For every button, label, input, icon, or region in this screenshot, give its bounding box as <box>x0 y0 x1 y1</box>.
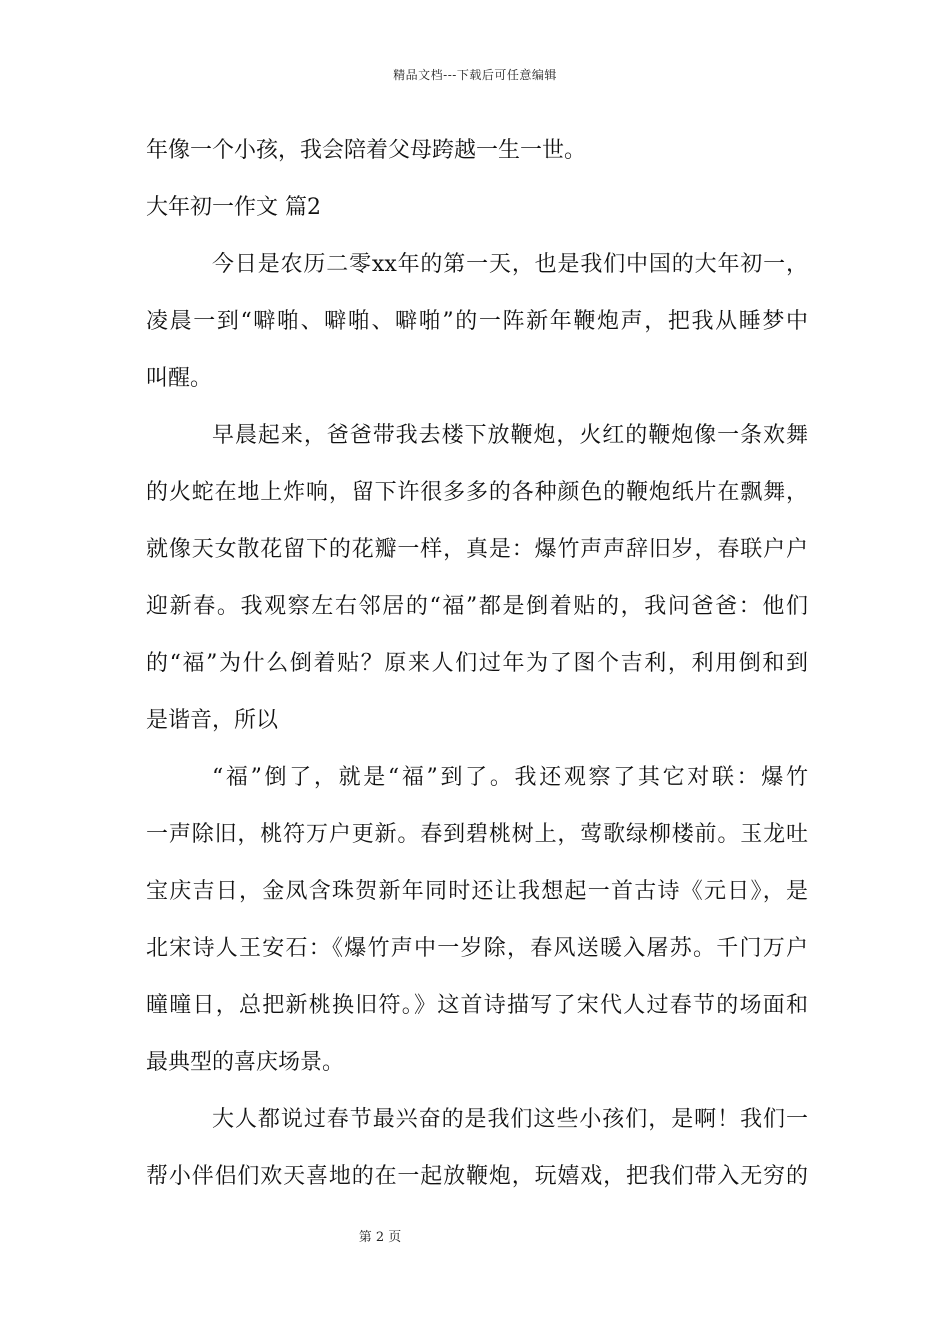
text-line: 叫醒。 <box>146 366 213 391</box>
text-line: 北宋诗人王安石：《爆竹声中一岁除，春风送暖入屠苏。千门万户 <box>146 936 808 961</box>
text-line: 的火蛇在地上炸响，留下许很多多的各种颜色的鞭炮纸片在飘舞， <box>146 480 808 505</box>
text-line: 宝庆吉日，金凤含珠贺新年同时还让我想起一首古诗《元日》，是 <box>146 879 808 904</box>
text-line: 一声除旧，桃符万户更新。春到碧桃树上，莺歌绿柳楼前。玉龙吐 <box>146 822 808 847</box>
text-line: 年像一个小孩，我会陪着父母跨越一生一世。 <box>146 138 587 163</box>
text-line: 迎新春。我观察左右邻居的“福”都是倒着贴的，我问爸爸：他们 <box>146 594 808 619</box>
text-line: 今日是农历二零xx年的第一天，也是我们中国的大年初一， <box>212 252 808 277</box>
text-line: 早晨起来，爸爸带我去楼下放鞭炮，火红的鞭炮像一条欢舞 <box>212 423 808 448</box>
text-line: 就像天女散花留下的花瓣一样，真是：爆竹声声辞旧岁，春联户户 <box>146 537 808 562</box>
text-line: “福”倒了，就是“福”到了。我还观察了其它对联：爆竹 <box>212 765 808 790</box>
text-line: 的“福”为什么倒着贴？原来人们过年为了图个吉利，利用倒和到 <box>146 651 808 676</box>
text-line: 大年初一作文 篇2 <box>146 195 321 220</box>
text-line: 曈曈日，总把新桃换旧符。》这首诗描写了宋代人过春节的场面和 <box>146 993 808 1018</box>
document-body <box>146 129 808 1212</box>
page-number: 第 2 页 <box>358 1230 402 1245</box>
text-line: 是谐音，所以 <box>146 708 279 733</box>
text-line: 凌晨一到“噼啪、噼啪、噼啪”的一阵新年鞭炮声，把我从睡梦中 <box>146 309 808 334</box>
text-line: 大人都说过春节最兴奋的是我们这些小孩们，是啊！我们一 <box>212 1107 808 1132</box>
text-line: 最典型的喜庆场景。 <box>146 1050 345 1075</box>
text-line: 帮小伴侣们欢天喜地的在一起放鞭炮，玩嬉戏，把我们带入无穷的 <box>146 1164 808 1189</box>
page-header: 精品文档---下载后可任意编辑 <box>393 68 557 82</box>
